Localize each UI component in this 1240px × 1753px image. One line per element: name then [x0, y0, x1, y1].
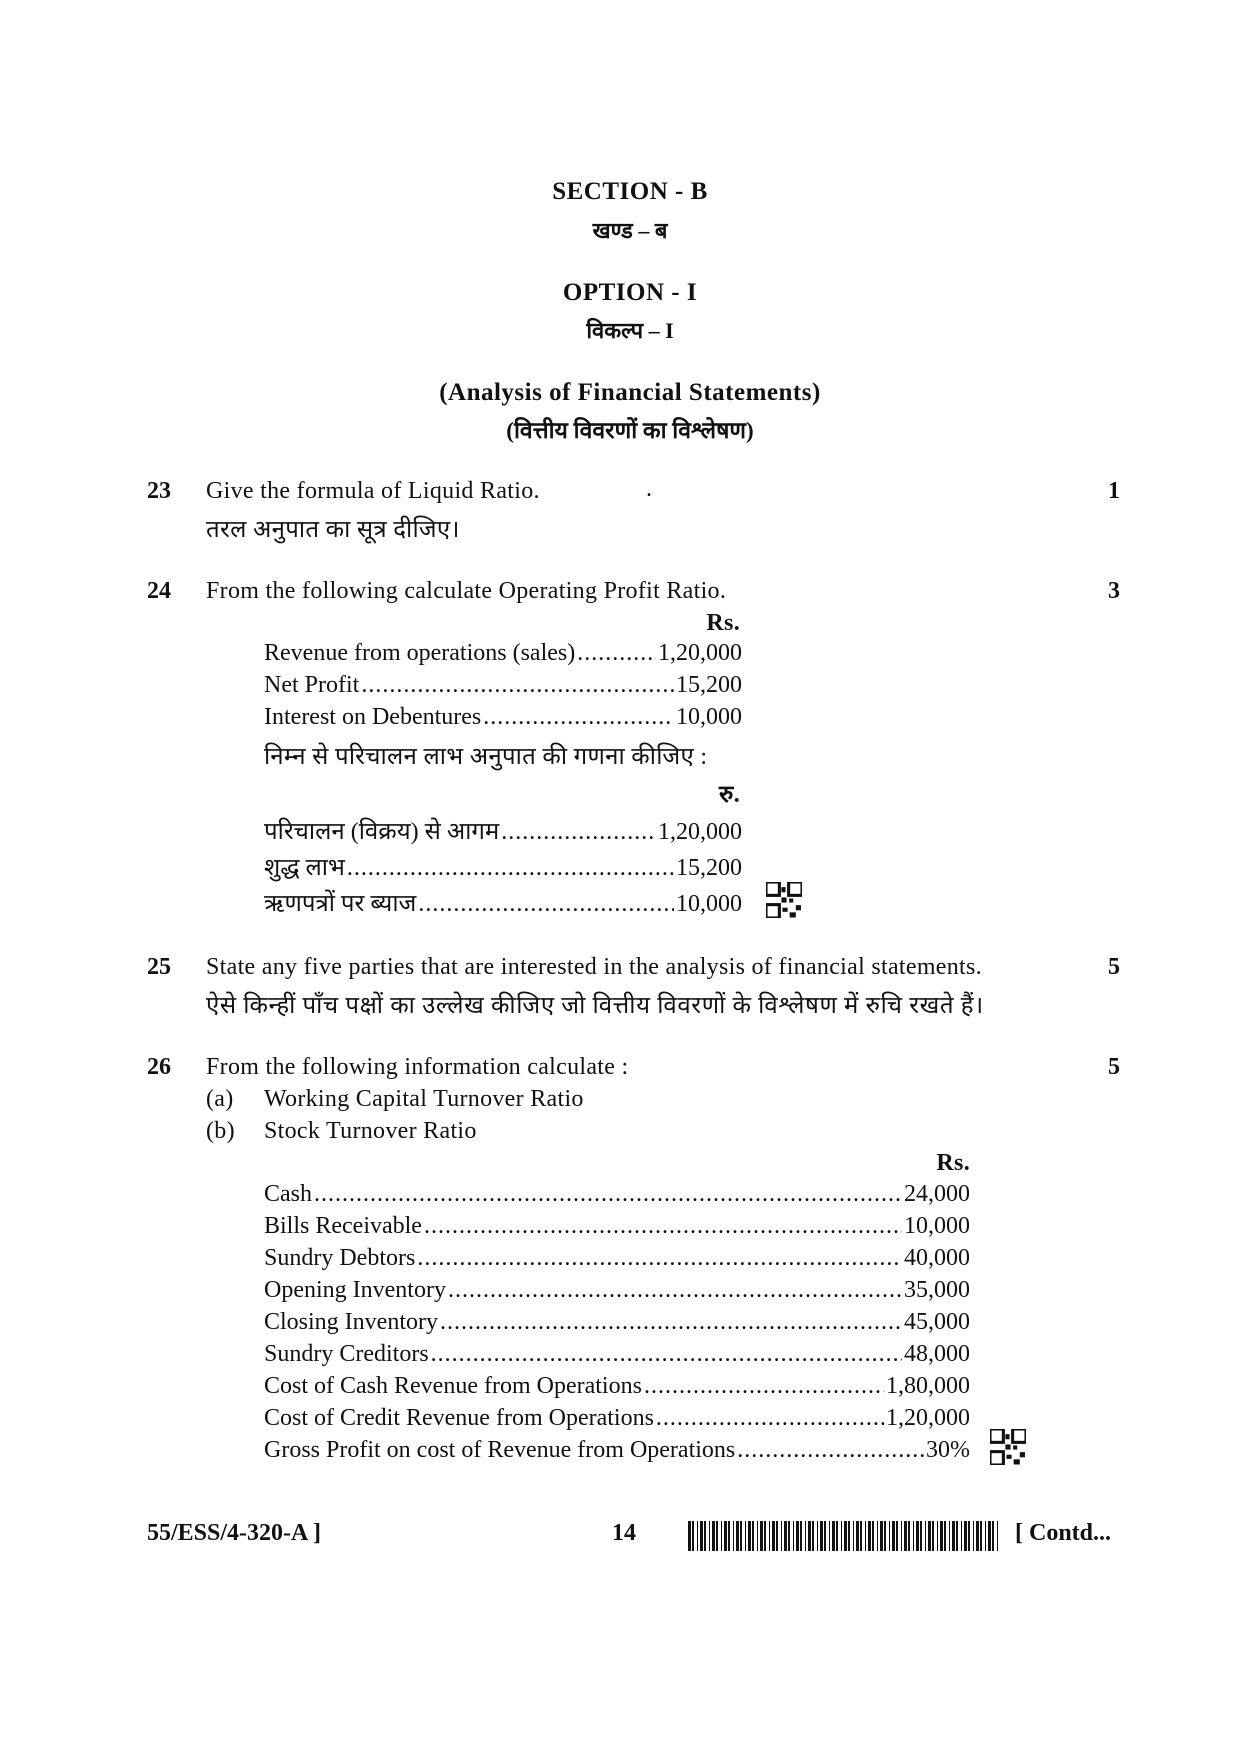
barcode-stripe — [769, 1521, 770, 1551]
barcode-stripe — [772, 1521, 775, 1551]
row-label: Closing Inventory — [264, 1309, 438, 1335]
row-value: 40,000 — [904, 1245, 970, 1271]
barcode-stripe — [697, 1521, 698, 1551]
question-number: 23 — [147, 478, 171, 504]
question-number: 24 — [147, 578, 171, 604]
leader-dots — [656, 1405, 884, 1432]
row-label: Interest on Debentures — [264, 704, 482, 730]
question-marks: 3 — [1108, 578, 1120, 604]
barcode-stripe — [784, 1521, 787, 1551]
barcode-stripe — [949, 1521, 950, 1551]
barcode-stripe — [985, 1521, 986, 1551]
currency-header-hindi: रु. — [719, 782, 740, 808]
question-text-hindi: निम्न से परिचालन लाभ अनुपात की गणना कीजिए : — [264, 744, 708, 770]
barcode-stripe — [716, 1521, 718, 1551]
currency-header: Rs. — [706, 610, 740, 636]
table-row — [264, 1309, 970, 1336]
table-row — [264, 850, 742, 883]
barcode-stripe — [968, 1521, 970, 1551]
leader-dots — [644, 1373, 884, 1400]
currency-header: Rs. — [936, 1150, 970, 1176]
barcode-stripe — [736, 1521, 739, 1551]
row-label: Gross Profit on cost of Revenue from Operations — [264, 1437, 736, 1463]
leader-dots — [347, 855, 674, 882]
barcode-stripe — [781, 1521, 782, 1551]
barcode-stripe — [889, 1521, 890, 1551]
barcode-stripe — [920, 1521, 922, 1551]
barcode-stripe — [745, 1521, 746, 1551]
page-number: 14 — [612, 1520, 636, 1546]
leader-dots — [424, 1213, 902, 1240]
paper-code: 55/ESS/4-320-A ] — [147, 1520, 322, 1546]
barcode-stripe — [704, 1521, 706, 1551]
barcode-stripe — [712, 1521, 715, 1551]
question-text: From the following information calculate : — [206, 1054, 629, 1080]
barcode-stripe — [692, 1521, 694, 1551]
continued-label: [ Contd... — [1015, 1520, 1112, 1546]
barcode-stripe — [944, 1521, 946, 1551]
table-row — [264, 1277, 970, 1304]
row-label: ऋणपत्रों पर ब्याज — [264, 891, 417, 917]
option-heading: OPTION - I — [562, 279, 698, 306]
barcode-stripe — [764, 1521, 766, 1551]
table-row — [264, 704, 742, 731]
barcode-stripe — [976, 1521, 979, 1551]
barcode-stripe — [937, 1521, 938, 1551]
question-text-hindi: ऐसे किन्हीं पाँच पक्षों का उल्लेख कीजिए जो वित्तीय विवरणों के विश्लेषण में रुचि रखते हैं। — [206, 993, 984, 1019]
table-row — [264, 1437, 970, 1464]
question-marks: 1 — [1108, 478, 1120, 504]
row-value: 1,20,000 — [658, 640, 742, 666]
row-label: Opening Inventory — [264, 1277, 446, 1303]
question-text: Give the formula of Liquid Ratio. — [206, 478, 540, 504]
barcode-stripe — [868, 1521, 871, 1551]
row-value: 15,200 — [676, 855, 742, 881]
row-value: 10,000 — [676, 704, 742, 730]
row-label: Bills Receivable — [264, 1213, 422, 1239]
section-heading-hindi: खण्ड – ब — [592, 218, 668, 243]
barcode-stripe — [740, 1521, 742, 1551]
barcode-stripe — [728, 1521, 730, 1551]
leader-dots — [501, 819, 656, 846]
table-row — [264, 672, 742, 699]
row-label: शुद्ध लाभ — [264, 855, 345, 881]
barcode-stripe — [973, 1521, 974, 1551]
part-tag: (a) — [206, 1086, 234, 1112]
barcode-stripe — [808, 1521, 811, 1551]
leader-dots — [448, 1277, 902, 1304]
part-tag: (b) — [206, 1118, 235, 1144]
barcode-stripe — [824, 1521, 826, 1551]
barcode-stripe — [724, 1521, 727, 1551]
question-text-hindi: तरल अनुपात का सूत्र दीजिए। — [206, 517, 460, 543]
barcode-stripe — [964, 1521, 967, 1551]
topic-heading: (Analysis of Financial Statements) — [439, 379, 821, 406]
barcode-stripe — [848, 1521, 850, 1551]
question-marks: 5 — [1108, 1054, 1120, 1080]
leader-dots — [483, 704, 674, 731]
barcode-stripe — [872, 1521, 874, 1551]
barcode-stripe — [829, 1521, 830, 1551]
qr-code-icon — [990, 1429, 1026, 1465]
barcode-stripe — [760, 1521, 763, 1551]
barcode-stripe — [748, 1521, 751, 1551]
barcode-stripe — [925, 1521, 926, 1551]
barcode-icon — [688, 1521, 998, 1551]
question-stray-dot: . — [646, 476, 653, 502]
barcode-stripe — [776, 1521, 778, 1551]
barcode-stripe — [913, 1521, 914, 1551]
row-label: Sundry Creditors — [264, 1341, 429, 1367]
row-value: 10,000 — [676, 891, 742, 917]
row-value: 15,200 — [676, 672, 742, 698]
leader-dots — [418, 891, 674, 918]
question-number: 26 — [147, 1054, 171, 1080]
barcode-stripe — [832, 1521, 835, 1551]
barcode-stripe — [721, 1521, 722, 1551]
barcode-stripe — [788, 1521, 790, 1551]
row-value: 35,000 — [904, 1277, 970, 1303]
leader-dots — [314, 1181, 902, 1208]
topic-heading-hindi: (वित्तीय विवरणों का विश्लेषण) — [506, 418, 754, 443]
row-label: Cost of Cash Revenue from Operations — [264, 1373, 642, 1399]
question-text: From the following calculate Operating Profit Ratio. — [206, 578, 727, 604]
row-value: 1,80,000 — [886, 1373, 970, 1399]
question-marks: 5 — [1108, 954, 1120, 980]
row-value: 10,000 — [904, 1213, 970, 1239]
barcode-stripe — [805, 1521, 806, 1551]
row-value: 1,20,000 — [658, 819, 742, 845]
barcode-stripe — [908, 1521, 910, 1551]
barcode-stripe — [901, 1521, 902, 1551]
barcode-stripe — [952, 1521, 955, 1551]
row-label: Cash — [264, 1181, 312, 1207]
barcode-stripe — [812, 1521, 814, 1551]
barcode-stripe — [928, 1521, 931, 1551]
leader-dots — [737, 1437, 924, 1464]
barcode-stripe — [992, 1521, 994, 1551]
question-number: 25 — [147, 954, 171, 980]
barcode-stripe — [856, 1521, 859, 1551]
barcode-stripe — [904, 1521, 907, 1551]
barcode-stripe — [988, 1521, 991, 1551]
leader-dots — [361, 672, 674, 699]
row-value: 30% — [926, 1437, 970, 1463]
row-label: Sundry Debtors — [264, 1245, 416, 1271]
qr-code-icon — [766, 882, 802, 918]
barcode-stripe — [997, 1521, 998, 1551]
table-row — [264, 886, 742, 919]
barcode-stripe — [820, 1521, 823, 1551]
leader-dots — [440, 1309, 902, 1336]
barcode-stripe — [836, 1521, 838, 1551]
barcode-stripe — [892, 1521, 895, 1551]
leader-dots — [417, 1245, 902, 1272]
barcode-stripe — [896, 1521, 898, 1551]
part-text: Stock Turnover Ratio — [264, 1118, 477, 1144]
barcode-stripe — [800, 1521, 802, 1551]
barcode-stripe — [709, 1521, 710, 1551]
barcode-stripe — [877, 1521, 878, 1551]
barcode-stripe — [956, 1521, 958, 1551]
question-text: State any five parties that are interested in the analysis of financial statements. — [206, 954, 982, 980]
row-label: Net Profit — [264, 672, 360, 698]
option-heading-hindi: विकल्प – I — [586, 318, 674, 343]
barcode-stripe — [884, 1521, 886, 1551]
barcode-stripe — [796, 1521, 799, 1551]
table-row — [264, 1181, 970, 1208]
table-row — [264, 1373, 970, 1400]
barcode-stripe — [865, 1521, 866, 1551]
table-row — [264, 814, 742, 847]
table-row — [264, 1245, 970, 1272]
barcode-stripe — [844, 1521, 847, 1551]
barcode-stripe — [817, 1521, 818, 1551]
barcode-stripe — [860, 1521, 862, 1551]
table-row — [264, 1341, 970, 1368]
leader-dots — [577, 640, 656, 667]
barcode-stripe — [733, 1521, 734, 1551]
barcode-stripe — [980, 1521, 982, 1551]
barcode-stripe — [700, 1521, 703, 1551]
barcode-stripe — [841, 1521, 842, 1551]
barcode-stripe — [880, 1521, 883, 1551]
barcode-stripe — [940, 1521, 943, 1551]
barcode-stripe — [916, 1521, 919, 1551]
barcode-stripe — [793, 1521, 794, 1551]
table-row — [264, 640, 742, 667]
row-value: 24,000 — [904, 1181, 970, 1207]
barcode-stripe — [853, 1521, 854, 1551]
row-value: 45,000 — [904, 1309, 970, 1335]
barcode-stripe — [961, 1521, 962, 1551]
leader-dots — [431, 1341, 902, 1368]
barcode-stripe — [752, 1521, 754, 1551]
barcode-stripe — [688, 1521, 691, 1551]
barcode-stripe — [757, 1521, 758, 1551]
barcode-stripe — [932, 1521, 934, 1551]
row-label: परिचालन (विक्रय) से आगम — [264, 819, 500, 845]
table-row — [264, 1405, 970, 1432]
row-label: Revenue from operations (sales) — [264, 640, 576, 666]
row-value: 1,20,000 — [886, 1405, 970, 1431]
row-label: Cost of Credit Revenue from Operations — [264, 1405, 654, 1431]
row-value: 48,000 — [904, 1341, 970, 1367]
table-row — [264, 1213, 970, 1240]
part-text: Working Capital Turnover Ratio — [264, 1086, 584, 1112]
section-heading: SECTION - B — [552, 178, 708, 205]
